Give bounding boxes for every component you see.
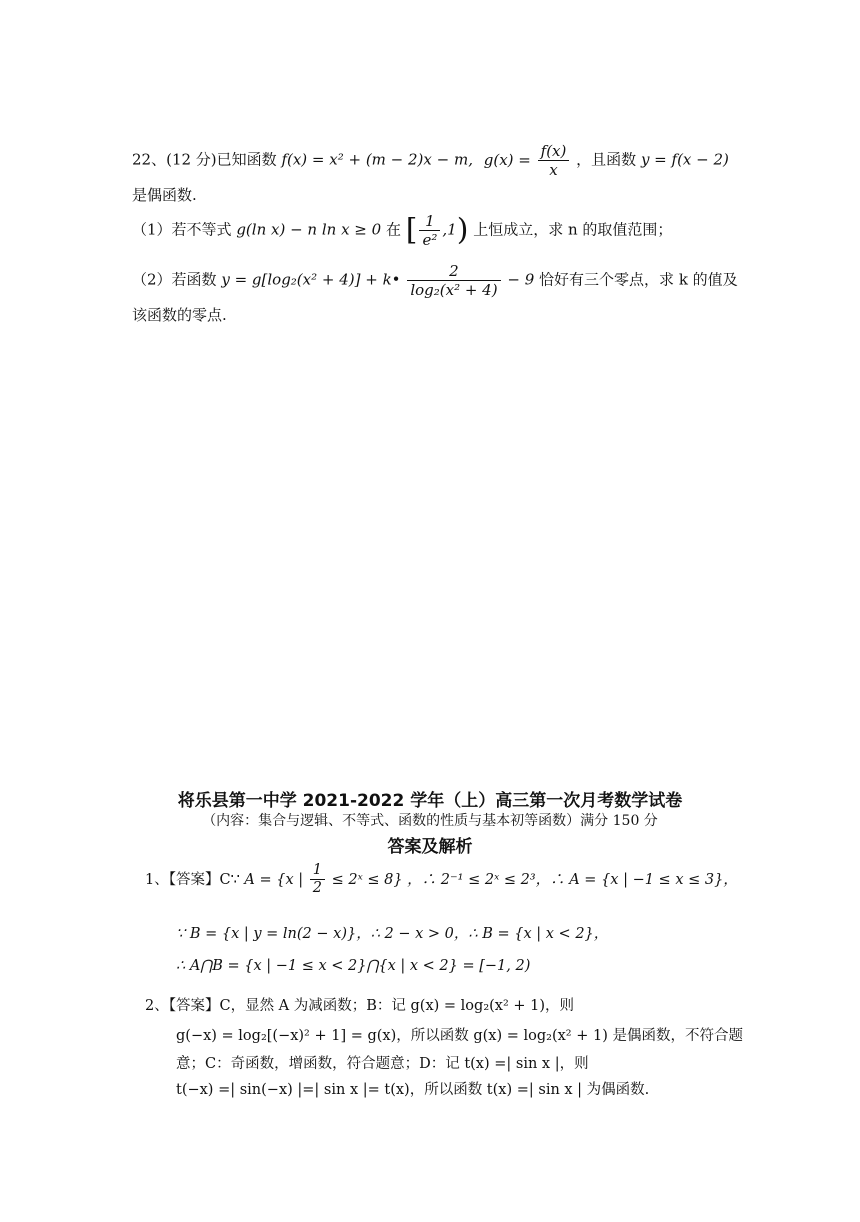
answer-1-line3: ∴ A⋂B = {x | −1 ≤ x < 2}⋂{x | x < 2} = [−1, 2) bbox=[176, 958, 531, 974]
question-22-part2-cont: 该函数的零点. bbox=[132, 306, 227, 324]
q22-part1-interval-end: ,1 bbox=[442, 220, 457, 239]
q22-part1-denominator: e² bbox=[422, 231, 438, 249]
q22-g-fraction bbox=[538, 142, 570, 179]
answer-2-line3: 意；C：奇函数，增函数，符合题意；D：记 t(x) =| sin x |，则 bbox=[176, 1056, 589, 1072]
q22-number: 22、(12 分)已知函数 bbox=[132, 150, 277, 169]
answer-2-line1: 2、【答案】C，显然 A 为减函数；B：记 g(x) = log₂(x² + 1)，则 bbox=[145, 998, 575, 1014]
answer-1-label: 1、【答案】C∵ bbox=[145, 871, 240, 888]
answer-1-line1 bbox=[145, 862, 738, 898]
q22-part1-tail: 上恒成立，求 n 的取值范围； bbox=[473, 220, 673, 239]
answer-2-line4: t(−x) =| sin(−x) |=| sin x |= t(x)，所以函数 t(x) =| sin x | 为偶函数. bbox=[176, 1082, 650, 1098]
answer-1-set-a-rest: ≤ 2ˣ ≤ 8} bbox=[331, 871, 403, 888]
q22-g-denominator: x bbox=[549, 161, 558, 179]
exam-subtitle: （内容：集合与逻辑、不等式、函数的性质与基本初等函数）满分 150 分 bbox=[202, 813, 658, 829]
answer-1-fraction-den: 2 bbox=[312, 880, 322, 897]
q22-part2-numerator: 2 bbox=[407, 262, 500, 281]
q22-part1-lead: （1）若不等式 bbox=[132, 220, 232, 239]
answer-1-fraction-num: 1 bbox=[310, 862, 325, 880]
q22-part2-fraction bbox=[407, 262, 500, 299]
question-22-line2: 是偶函数. bbox=[132, 186, 197, 204]
answer-1-step1: ，∴ 2⁻¹ ≤ 2ˣ ≤ 2³，∴ A = {x | −1 ≤ x ≤ 3}， bbox=[407, 871, 738, 888]
q22-part1-in: 在 bbox=[385, 220, 401, 239]
exam-title: 将乐县第一中学 2021-2022 学年（上）高三第一次月考数学试卷 bbox=[177, 791, 683, 811]
answer-2-line2: g(−x) = log₂[(−x)² + 1] = g(x)，所以函数 g(x) = log₂(x² + 1) 是偶函数，不符合题 bbox=[176, 1028, 743, 1044]
question-22-part2 bbox=[132, 262, 738, 299]
question-22-line1 bbox=[132, 142, 729, 179]
answers-heading: 答案及解析 bbox=[387, 837, 473, 857]
answer-1-line2: ∵ B = {x | y = ln(2 − x)}，∴ 2 − x > 0，∴ B = {x | x < 2}， bbox=[176, 926, 609, 942]
q22-mid-text: ，且函数 bbox=[576, 150, 637, 169]
q22-y-definition: y = f(x − 2) bbox=[640, 150, 729, 169]
q22-part2-expr2: − 9 bbox=[507, 270, 535, 289]
q22-g-numerator: f(x) bbox=[538, 142, 570, 161]
answer-1-fraction bbox=[310, 862, 325, 898]
q22-part1-numerator: 1 bbox=[419, 212, 440, 231]
q22-part2-lead: （2）若函数 bbox=[132, 270, 217, 289]
q22-part2-denominator: log₂(x² + 4) bbox=[410, 281, 498, 299]
q22-part2-tail: 恰好有三个零点，求 k 的值及 bbox=[539, 270, 738, 289]
q22-g-left: g(x) = bbox=[483, 150, 531, 169]
q22-part1-fraction bbox=[419, 212, 440, 249]
q22-f-definition: f(x) = x² + (m − 2)x − m, bbox=[281, 150, 473, 169]
answer-1-set-a: A = {x | bbox=[244, 871, 304, 888]
question-22-part1: （1）若不等式 g(ln x) − n ln x ≥ 0 在 [ $\frac{1}{\text{e²}}$ ,1) 上恒成立，求 n 的取值范围； bbox=[132, 212, 673, 249]
q22-part1-inequality: g(ln x) − n ln x ≥ 0 bbox=[236, 220, 382, 239]
q22-part2-expr1: y = g[log₂(x² + 4)] + k• bbox=[221, 270, 401, 289]
